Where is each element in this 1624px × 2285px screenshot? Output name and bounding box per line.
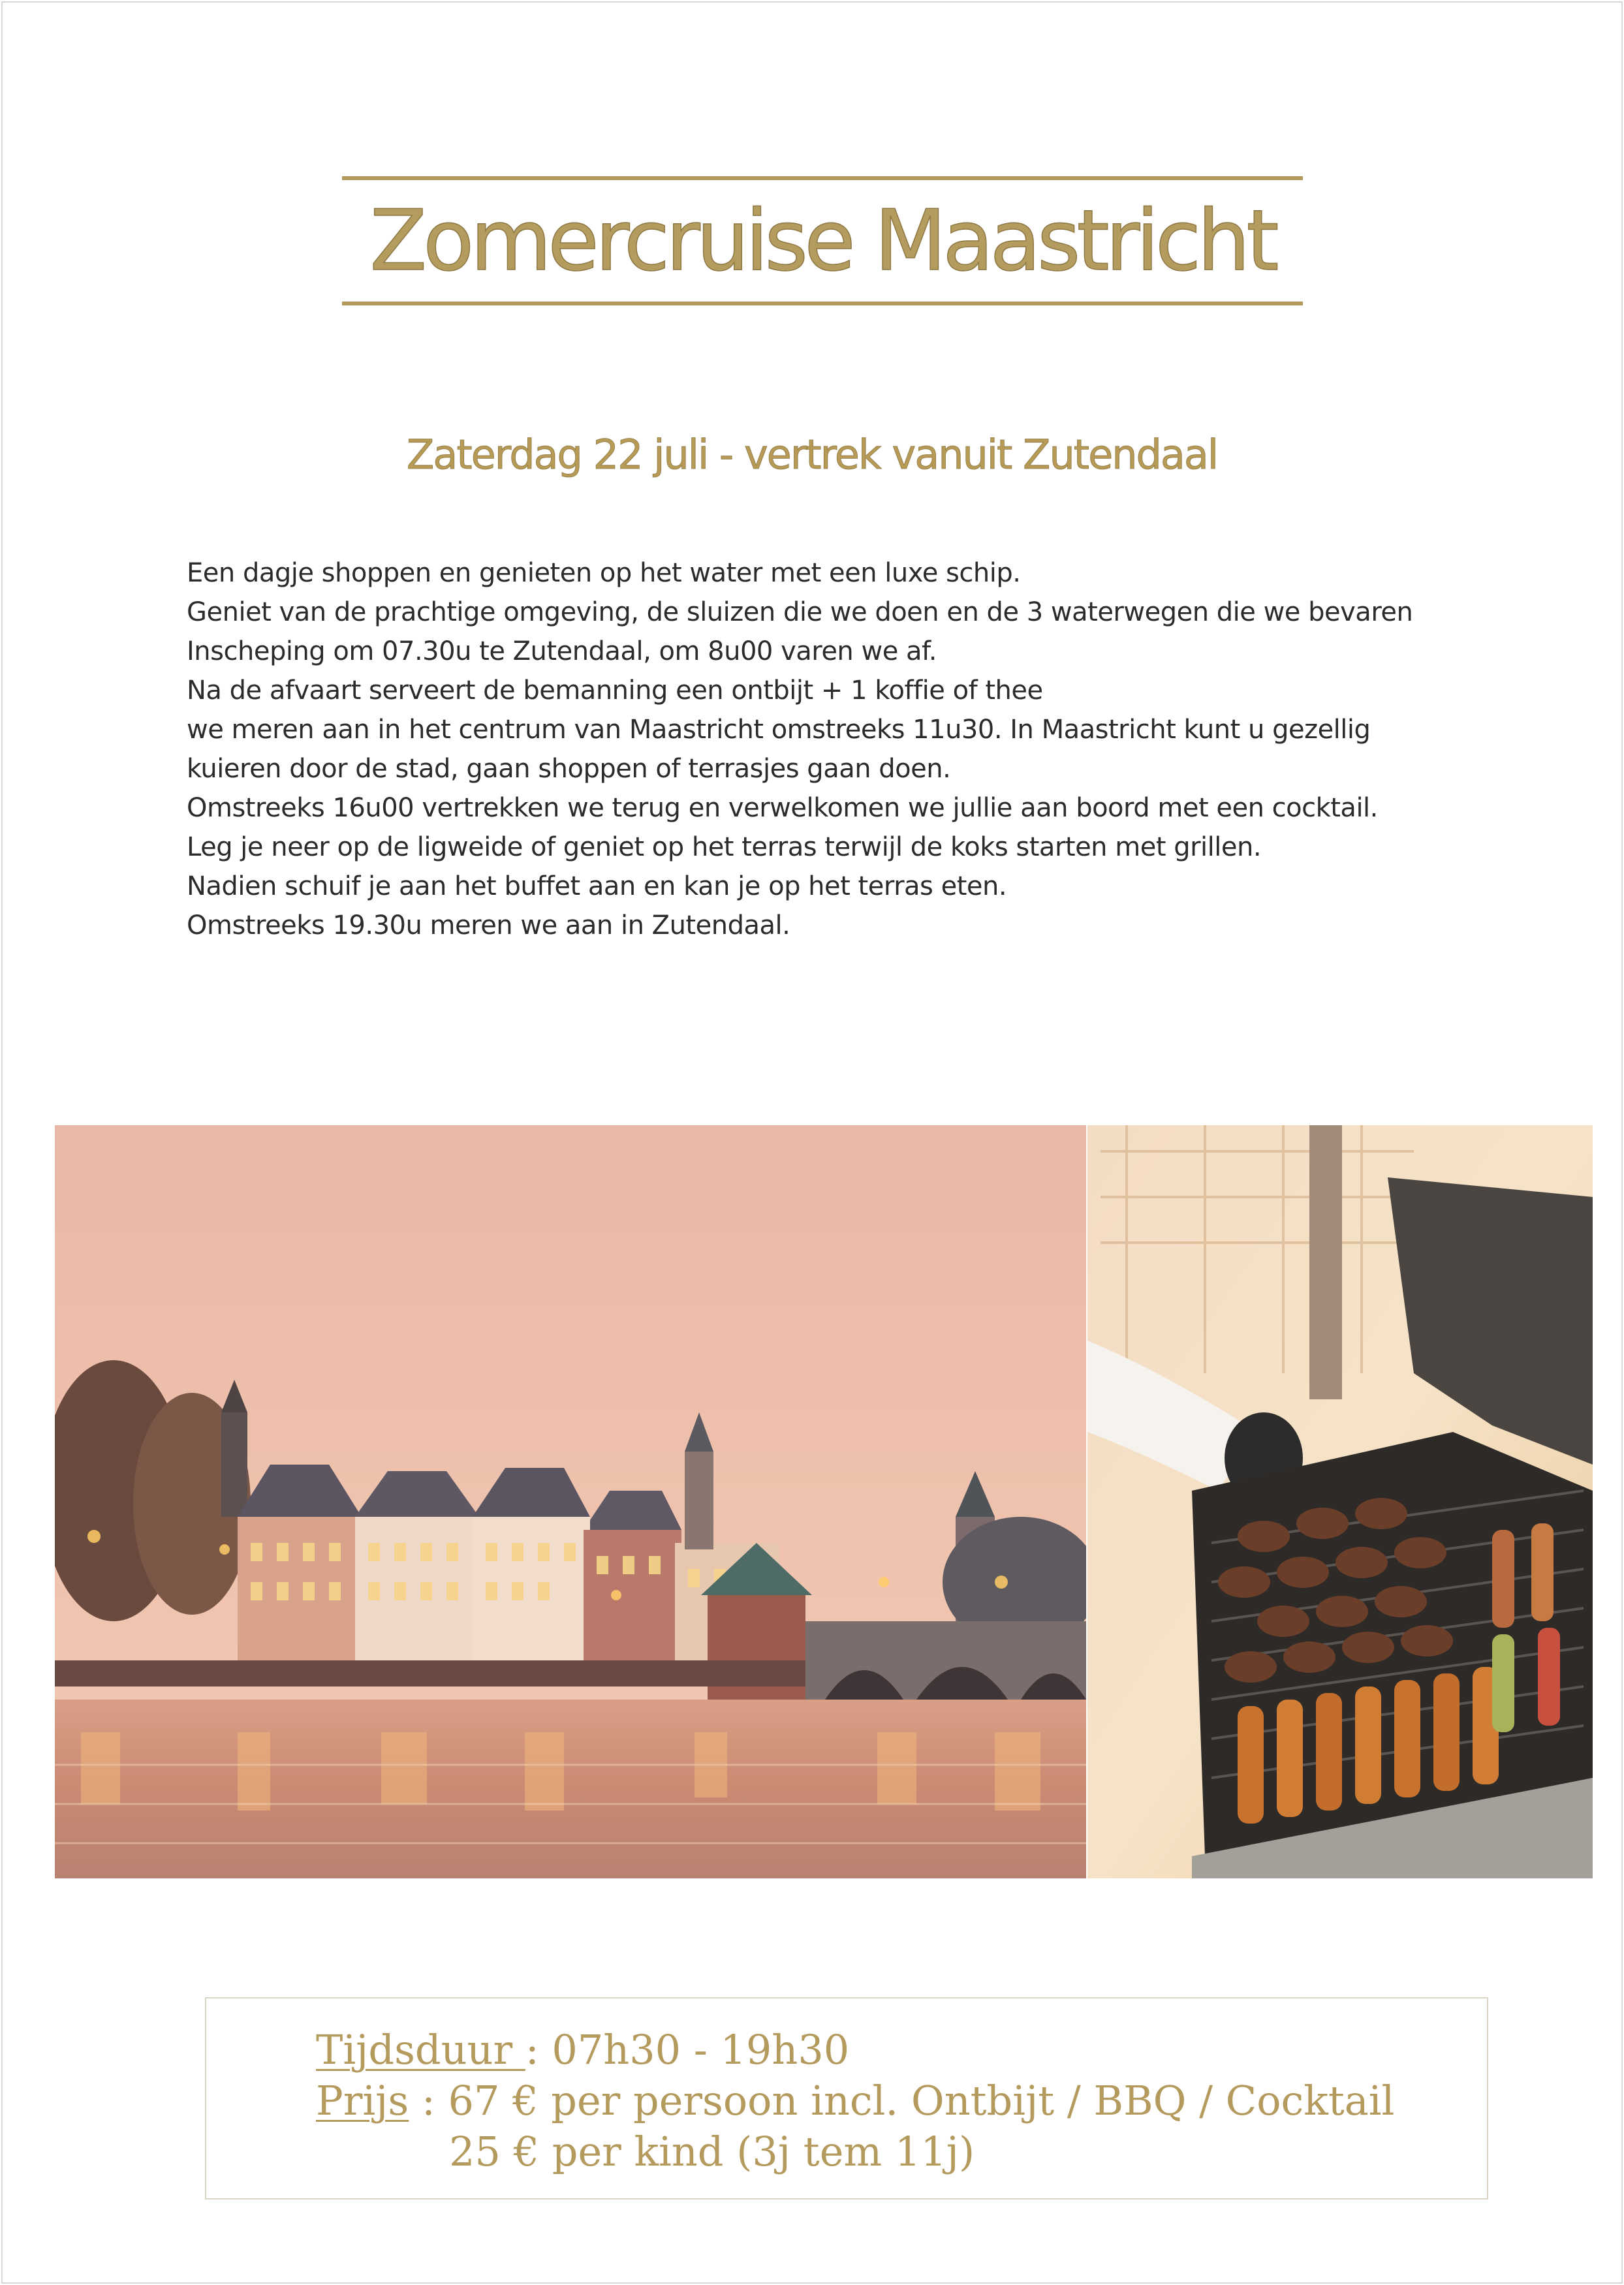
description-line: we meren aan in het centrum van Maastricht omstreeks 11u30. In Maastricht kunt u gezellig — [187, 715, 1371, 745]
description-line: Leg je neer op de ligweide of geniet op het terras terwijl de koks starten met grillen. — [187, 832, 1262, 862]
duration-value: : 07h30 - 19h30 — [525, 2026, 850, 2074]
description-line: Inscheping om 07.30u te Zutendaal, om 8u00 varen we af. — [187, 636, 937, 666]
description-line: Nadien schuif je aan het buffet aan en kan je op het terras eten. — [187, 871, 1007, 901]
child-price-line: 25 € per kind (3j tem 11j) — [449, 2128, 975, 2175]
price-line — [316, 2075, 1394, 2126]
page-title: Zomercruise Maastricht — [369, 193, 1275, 290]
description-line: Een dagje shoppen en genieten op het water met een luxe schip. — [187, 558, 1021, 588]
description-line: Na de afvaart serveert de bemanning een ontbijt + 1 koffie of thee — [187, 676, 1043, 706]
duration-label: Tijdsduur — [316, 2026, 525, 2074]
description-line: kuieren door de stad, gaan shoppen of terrasjes gaan doen. — [187, 754, 951, 784]
price-value: : 67 € per persoon incl. Ontbijt / BBQ / Cocktail — [409, 2077, 1395, 2124]
title-rule-bottom — [342, 302, 1303, 305]
description-line: Omstreeks 19.30u meren we aan in Zutendaal. — [187, 910, 790, 940]
maastricht-riverfront-photo — [55, 1125, 1086, 1878]
description-line: Omstreeks 16u00 vertrekken we terug en verwelkomen we jullie aan boord met een cocktail. — [187, 793, 1378, 823]
title-block — [342, 176, 1303, 305]
info-box — [205, 1997, 1488, 2200]
duration-line — [316, 2025, 1394, 2075]
description — [187, 553, 1518, 945]
description-line: Geniet van de prachtige omgeving, de sluizen die we doen en de 3 waterwegen die we bevaren — [187, 597, 1413, 627]
info-text — [316, 2025, 1394, 2177]
page-subtitle: Zaterdag 22 juli - vertrek vanuit Zutendaal — [406, 431, 1218, 478]
barbecue-grill-photo — [1087, 1125, 1593, 1878]
title-rule-top — [342, 176, 1303, 180]
price-label: Prijs — [316, 2077, 409, 2124]
